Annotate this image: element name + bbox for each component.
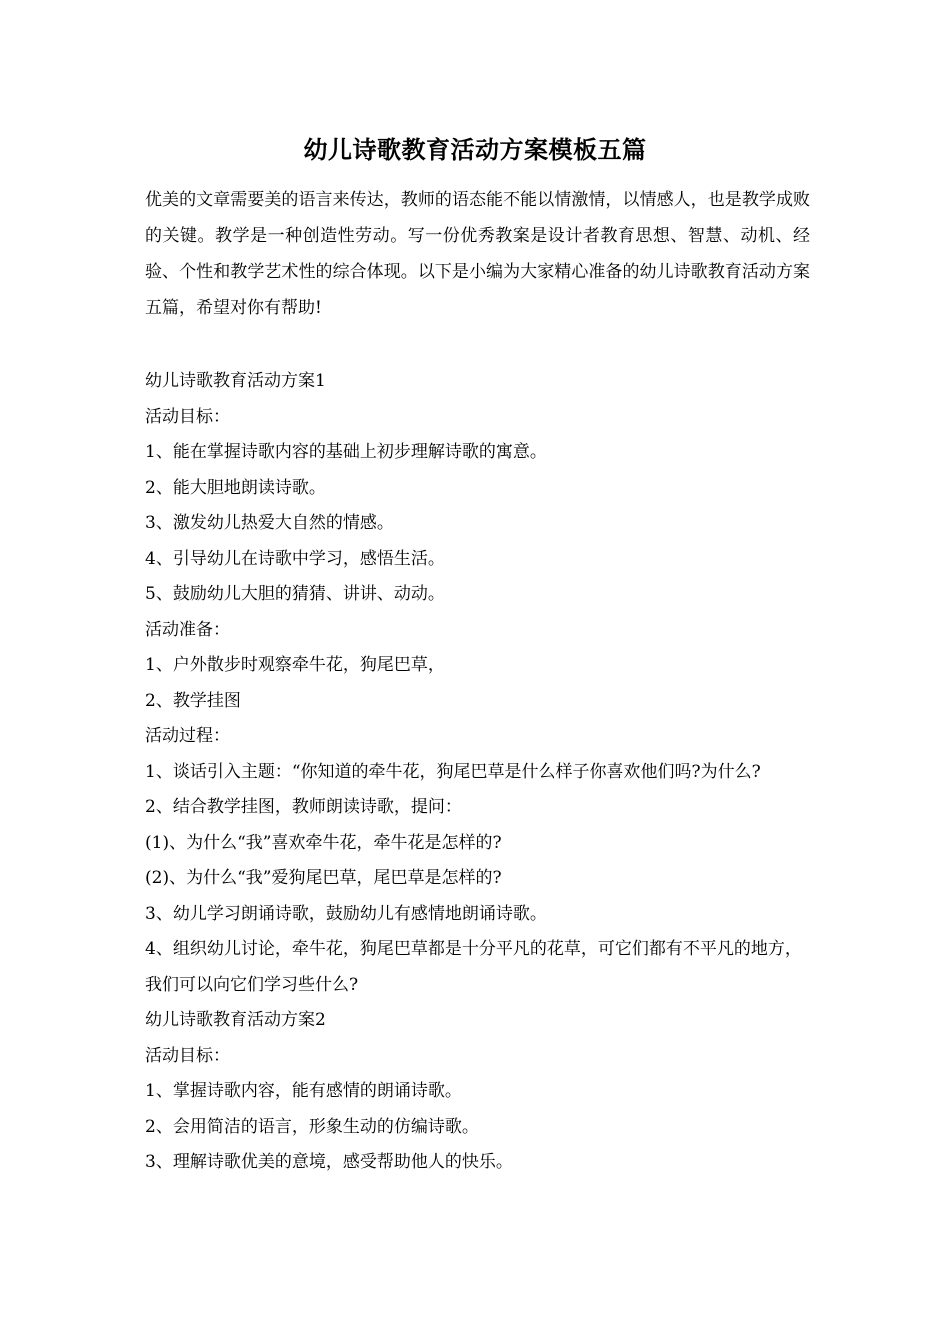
list-item: 1、能在掌握诗歌内容的基础上初步理解诗歌的寓意。 — [145, 442, 547, 462]
subheading: 活动过程： — [145, 726, 230, 746]
list-item: 3、激发幼儿热爱大自然的情感。 — [145, 513, 394, 533]
list-item: 2、教学挂图 — [145, 690, 241, 711]
list-item: 1、户外散步时观察牵牛花，狗尾巴草， — [145, 655, 445, 675]
intro-paragraph: 优美的文章需要美的语言来传达，教师的语态能不能以情激情，以情感人，也是教学成败的关键。教学是一种创造性劳动。写一份优秀教案是设计者教育思想、智慧、动机、经验、个性和教学艺术性的综合体现。以下是小编为大家精心准备的幼儿诗歌教育活动方案五篇，希望对你有帮助! — [145, 190, 810, 318]
section-heading: 幼儿诗歌教育活动方案2 — [145, 1010, 326, 1030]
subheading: 活动准备： — [145, 619, 230, 640]
list-item: (2)、为什么“我”爱狗尾巴草，尾巴草是怎样的? — [145, 868, 502, 888]
list-item: 2、能大胆地朗读诗歌。 — [145, 477, 326, 498]
list-item: 3、理解诗歌优美的意境，感受帮助他人的快乐。 — [145, 1152, 513, 1172]
list-item: 3、幼儿学习朗诵诗歌，鼓励幼儿有感情地朗诵诗歌。 — [145, 903, 547, 924]
list-item: 5、鼓励幼儿大胆的猜猜、讲讲、动动。 — [145, 584, 445, 604]
list-item: 2、会用简洁的语言，形象生动的仿编诗歌。 — [145, 1116, 479, 1137]
list-item: 1、掌握诗歌内容，能有感情的朗诵诗歌。 — [145, 1081, 462, 1101]
document-title: 幼儿诗歌教育活动方案模板五篇 — [303, 135, 647, 164]
subheading: 活动目标： — [145, 1045, 230, 1066]
list-item: 4、引导幼儿在诗歌中学习，感悟生活。 — [145, 548, 445, 569]
list-item: 2、结合教学挂图，教师朗读诗歌，提问： — [145, 797, 462, 817]
list-item: 1、谈话引入主题：“你知道的牵牛花，狗尾巴草是什么样子你喜欢他们吗?为什么? — [145, 761, 761, 782]
document-body — [145, 364, 810, 1181]
list-item: (1)、为什么“我”喜欢牵牛花，牵牛花是怎样的? — [145, 832, 502, 853]
list-item: 4、组织幼儿讨论，牵牛花，狗尾巴草都是十分平凡的花草，可它们都有不平凡的地方，我们可以向它们学习些什么? — [145, 939, 802, 995]
section-heading: 幼儿诗歌教育活动方案1 — [145, 371, 326, 391]
subheading: 活动目标： — [145, 406, 230, 427]
